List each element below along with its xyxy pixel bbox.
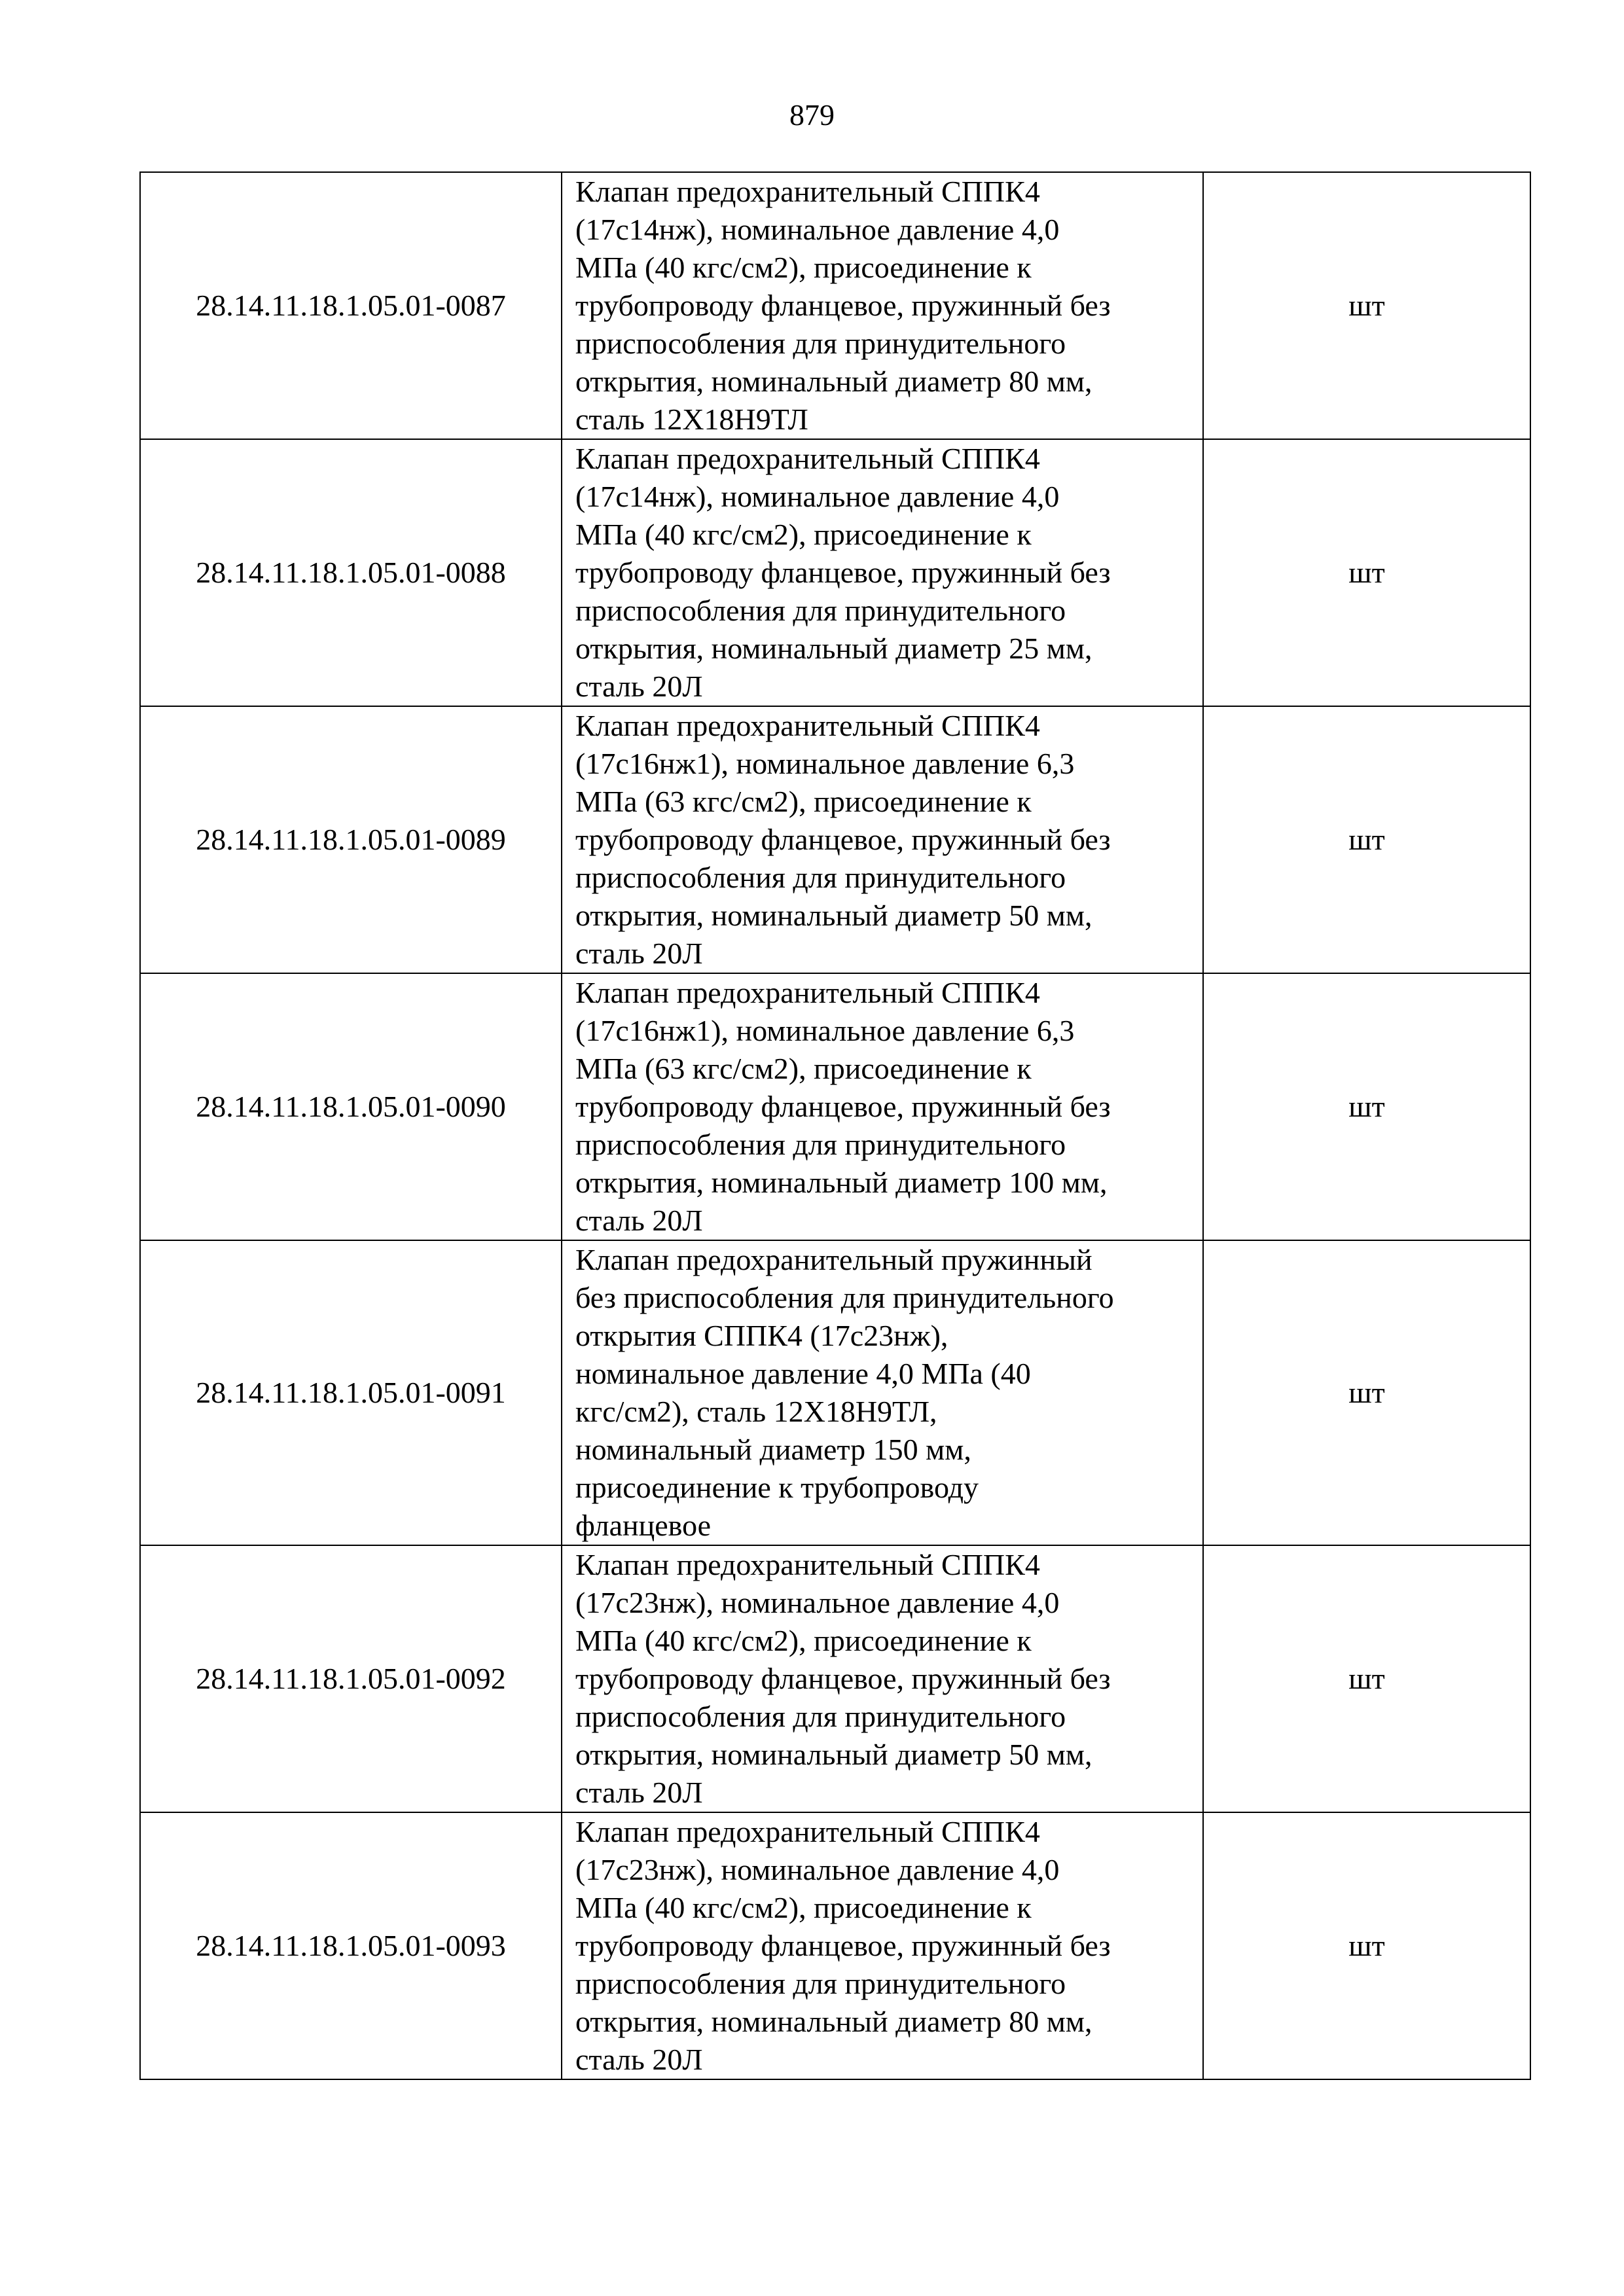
unit-of-measure: шт [1203,1240,1530,1545]
table-row [140,706,1530,973]
table-row [140,973,1530,1240]
unit-of-measure: шт [1203,439,1530,706]
resource-description: Клапан предохранительный СППК4 (17с23нж), номинальное давление 4,0 МПа (40 кгс/см2), присоединение к трубопроводу фланцевое, пружинный без приспособления для принудительного открытия, номинальный диаметр 50 мм, сталь 20Л [562,1545,1203,1812]
unit-of-measure: шт [1203,973,1530,1240]
resource-description: Клапан предохранительный СППК4 (17с23нж), номинальное давление 4,0 МПа (40 кгс/см2), присоединение к трубопроводу фланцевое, пружинный без приспособления для принудительного открытия, номинальный диаметр 80 мм, сталь 20Л [562,1812,1203,2079]
resource-code: 28.14.11.18.1.05.01-0087 [140,172,562,439]
resource-description: Клапан предохранительный СППК4 (17с16нж1), номинальное давление 6,3 МПа (63 кгс/см2), присоединение к трубопроводу фланцевое, пружинный без приспособления для принудительного открытия, номинальный диаметр 50 мм, сталь 20Л [562,706,1203,973]
resource-description: Клапан предохранительный СППК4 (17с14нж), номинальное давление 4,0 МПа (40 кгс/см2), присоединение к трубопроводу фланцевое, пружинный без приспособления для принудительного открытия, номинальный диаметр 25 мм, сталь 20Л [562,439,1203,706]
table-row [140,1812,1530,2079]
resource-code: 28.14.11.18.1.05.01-0092 [140,1545,562,1812]
page-number: 879 [789,98,835,132]
resource-code: 28.14.11.18.1.05.01-0091 [140,1240,562,1545]
table-row [140,439,1530,706]
resource-code: 28.14.11.18.1.05.01-0088 [140,439,562,706]
table-row [140,1545,1530,1812]
resource-code: 28.14.11.18.1.05.01-0089 [140,706,562,973]
unit-of-measure: шт [1203,172,1530,439]
table-row [140,1240,1530,1545]
resource-code: 28.14.11.18.1.05.01-0090 [140,973,562,1240]
resource-description: Клапан предохранительный пружинный без приспособления для принудительного открытия СППК4 (17с23нж), номинальное давление 4,0 МПа (40 кгс/см2), сталь 12Х18Н9ТЛ, номинальный диаметр 150 мм, присоединение к трубопроводу фланцевое [562,1240,1203,1545]
resource-code: 28.14.11.18.1.05.01-0093 [140,1812,562,2079]
unit-of-measure: шт [1203,706,1530,973]
unit-of-measure: шт [1203,1812,1530,2079]
table-row [140,172,1530,439]
resource-description: Клапан предохранительный СППК4 (17с16нж1), номинальное давление 6,3 МПа (63 кгс/см2), присоединение к трубопроводу фланцевое, пружинный без приспособления для принудительного открытия, номинальный диаметр 100 мм, сталь 20Л [562,973,1203,1240]
resource-table [139,171,1531,2080]
unit-of-measure: шт [1203,1545,1530,1812]
resource-description: Клапан предохранительный СППК4 (17с14нж), номинальное давление 4,0 МПа (40 кгс/см2), присоединение к трубопроводу фланцевое, пружинный без приспособления для принудительного открытия, номинальный диаметр 80 мм, сталь 12Х18Н9ТЛ [562,172,1203,439]
